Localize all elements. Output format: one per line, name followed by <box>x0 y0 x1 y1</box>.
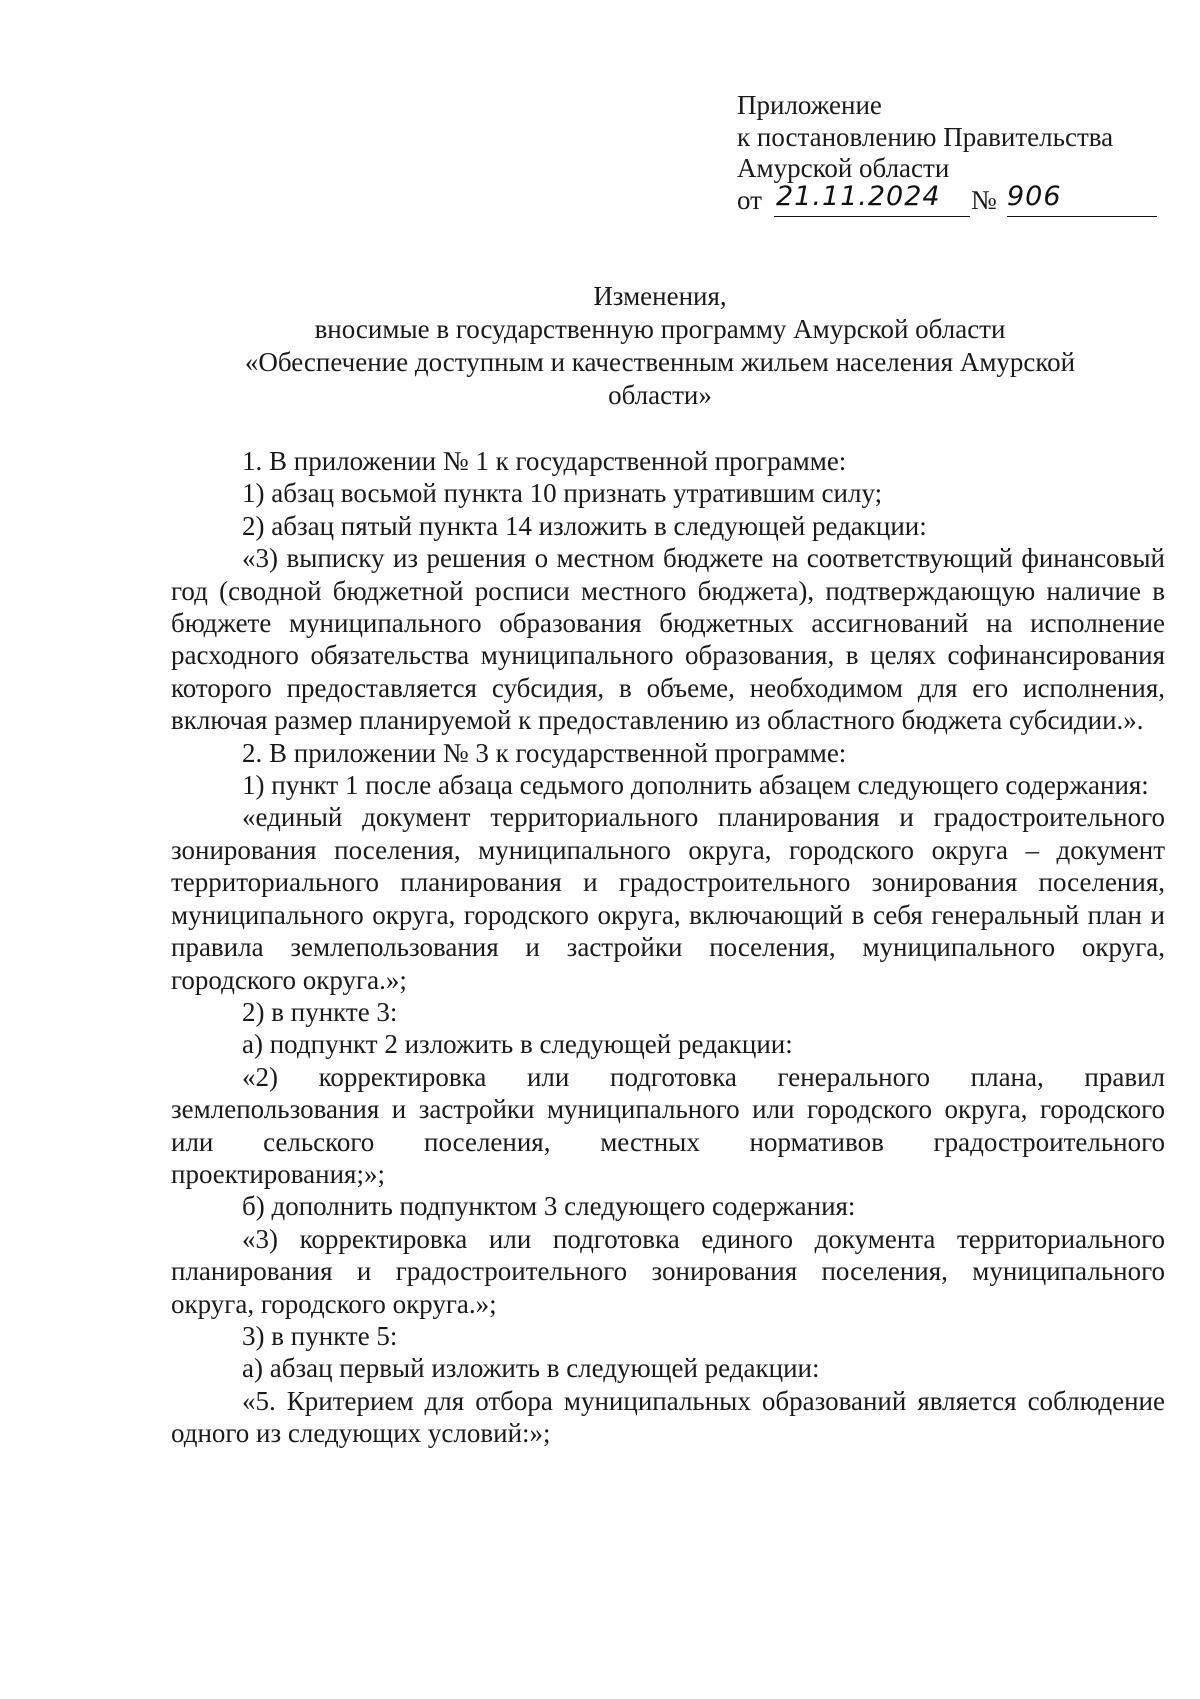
appendix-line: к постановлению Правительства <box>737 121 1114 152</box>
appendix-line: Приложение <box>737 90 882 120</box>
paragraph: 2) абзац пятый пункта 14 изложить в следующей редакции: <box>242 510 927 541</box>
appendix-block <box>737 90 1157 219</box>
date-prefix: от <box>737 184 762 215</box>
paragraph: «3) корректировка или подготовка единого документа территориального планирования и градостроительного зонирования поселения, муниципального округа, городского округа.»; <box>171 1223 1165 1319</box>
paragraph: б) дополнить подпунктом 3 следующего содержания: <box>242 1191 856 1222</box>
paragraph: а) абзац первый изложить в следующей редакции: <box>242 1353 820 1384</box>
paragraph: «5. Критерием для отбора муниципальных образований является соблюдение одного из следующих условий:»; <box>171 1385 1165 1449</box>
paragraph: 1) абзац восьмой пункта 10 признать утратившим силу; <box>242 478 883 509</box>
title-line: вносимые в государственную программу Амурской области <box>314 314 1006 344</box>
paragraph: «2) корректировка или подготовка генерального плана, правил землепользования и застройки муниципального или городского округа, городского или сельского поселения, местных нормативов градостроительного проектирования;»; <box>171 1061 1165 1189</box>
appendix-line: Амурской области <box>737 153 950 183</box>
paragraph: а) подпункт 2 изложить в следующей редакции: <box>242 1029 793 1060</box>
number-sign: № <box>971 184 997 215</box>
handwritten-date: 21.11.2024 <box>776 180 941 212</box>
paragraph: 2) в пункте 3: <box>242 996 398 1027</box>
document-body <box>171 445 1165 1450</box>
paragraph: 3) в пункте 5: <box>242 1320 398 1351</box>
paragraph: 1) пункт 1 после абзаца седьмого дополнить абзацем следующего содержания: <box>242 770 1149 801</box>
title-line: «Обеспечение доступным и качественным жильем населения Амурской <box>244 347 1076 377</box>
paragraph: «3) выписку из решения о местном бюджете на соответствующий финансовый год (сводной бюджетной росписи местного бюджета), подтверждающую наличие в бюджете муниципального образования бюджетных ассигнований на исполнение расходного обязательства муниципального образования, в целях софинансирования которого предоставляется субсидия, в объеме, необходимом для его исполнения, включая размер планируемой к предоставлению из областного бюджета субсидии.». <box>171 543 1165 736</box>
number-underline <box>1007 216 1157 218</box>
date-underline <box>774 216 970 218</box>
document-title <box>160 280 1160 412</box>
handwritten-number: 906 <box>1007 180 1062 212</box>
title-line: области» <box>608 380 712 410</box>
title-line: Изменения, <box>593 281 727 311</box>
resolution-date-line <box>737 180 1157 219</box>
paragraph: 1. В приложении № 1 к государственной программе: <box>242 446 847 476</box>
paragraph: 2. В приложении № 3 к государственной программе: <box>242 737 847 768</box>
paragraph: «единый документ территориального планирования и градостроительного зонирования поселения, муниципального округа, городского округа – документ территориального планирования и градостроительного зонирования поселения, муниципального округа, городского округа, включающий в себя генеральный план и правила землепользования и застройки поселения, муниципального округа, городского округа.»; <box>171 802 1165 995</box>
